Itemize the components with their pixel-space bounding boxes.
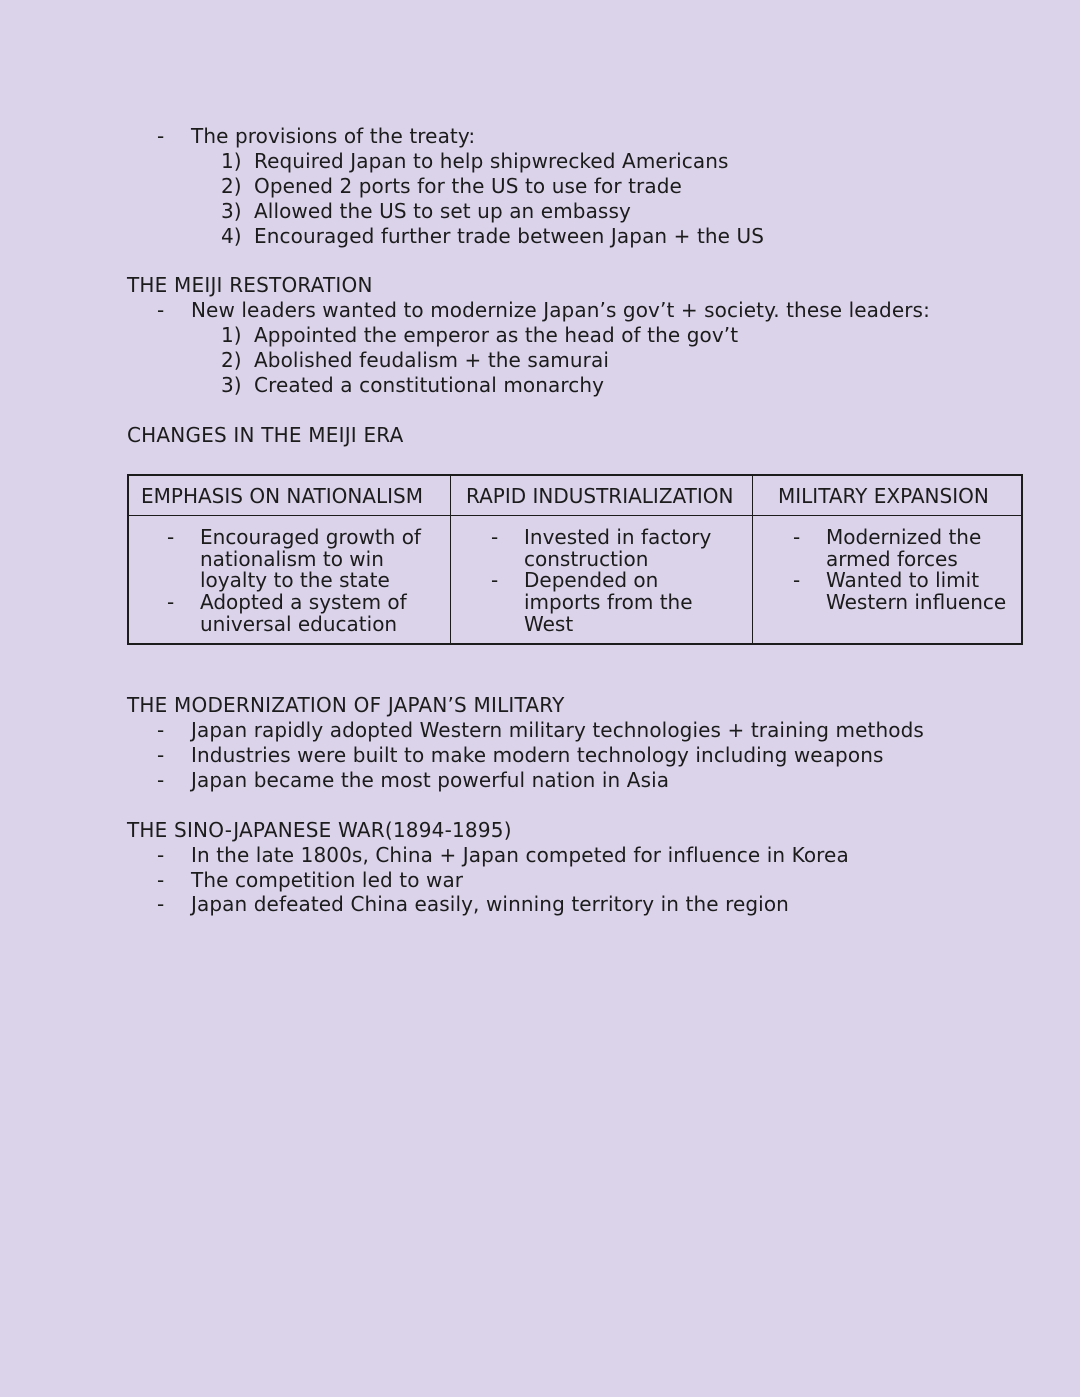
treaty-item-number: 3) — [221, 199, 242, 223]
meiji-item: Appointed the emperor as the head of the gov’t — [254, 323, 739, 347]
table-cell-line: West — [524, 611, 574, 636]
war-bullet: The competition led to war — [191, 868, 464, 892]
treaty-item: Encouraged further trade between Japan + the US — [254, 224, 765, 248]
table-cell-line: universal education — [200, 611, 398, 636]
bullet-dash: - — [157, 868, 165, 892]
military-bullet: Industries were built to make modern technology including weapons — [191, 743, 884, 767]
table-divider — [450, 476, 451, 643]
table-cell-line: Encouraged growth of — [200, 525, 421, 549]
treaty-item: Required Japan to help shipwrecked Americans — [254, 149, 729, 173]
table-divider — [129, 515, 1021, 516]
military-bullet: Japan became the most powerful nation in Asia — [191, 768, 670, 792]
meiji-item: Abolished feudalism + the samurai — [254, 348, 609, 372]
treaty-item: Allowed the US to set up an embassy — [254, 199, 631, 223]
meiji-item-number: 2) — [221, 348, 242, 372]
table-cell-line: Modernized the — [826, 525, 982, 549]
table-cell-line: Wanted to limit — [826, 568, 980, 592]
table-cell-line: Invested in factory — [524, 525, 712, 549]
bullet-dash: - — [167, 525, 175, 549]
war-bullet: Japan defeated China easily, winning territory in the region — [191, 892, 789, 916]
bullet-dash: - — [491, 568, 499, 592]
military-bullet: Japan rapidly adopted Western military technologies + training methods — [191, 718, 924, 742]
meiji-item-number: 1) — [221, 323, 242, 347]
bullet-dash: - — [157, 843, 165, 867]
sino-japanese-war-heading: THE SINO-JAPANESE WAR(1894-1895) — [127, 818, 512, 842]
table-cell-line: loyalty to the state — [200, 568, 390, 592]
treaty-item-number: 1) — [221, 149, 242, 173]
table-cell-line: nationalism to win — [200, 546, 384, 571]
meiji-item-number: 3) — [221, 373, 242, 397]
meiji-restoration-heading: THE MEIJI RESTORATION — [127, 273, 373, 297]
table-divider — [752, 476, 753, 643]
table-cell-line: Depended on — [524, 568, 659, 592]
bullet-dash: - — [157, 718, 165, 742]
bullet-dash: - — [157, 892, 165, 916]
bullet-dash: - — [793, 525, 801, 549]
military-heading: THE MODERNIZATION OF JAPAN’S MILITARY — [127, 693, 565, 717]
table-cell-line: construction — [524, 546, 649, 571]
treaty-intro: The provisions of the treaty: — [191, 124, 476, 148]
treaty-item-number: 2) — [221, 174, 242, 198]
changes-table — [127, 474, 1023, 645]
war-bullet: In the late 1800s, China + Japan competed for influence in Korea — [191, 843, 849, 867]
table-cell-line: Western influence — [826, 590, 1007, 614]
meiji-restoration-intro: New leaders wanted to modernize Japan’s gov’t + society. these leaders: — [191, 298, 930, 322]
table-cell-line: Adopted a system of — [200, 590, 407, 614]
table-cell-line: imports from the — [524, 590, 693, 614]
bullet-dash: - — [793, 568, 801, 592]
bullet-dash: - — [491, 525, 499, 549]
table-header-nationalism: EMPHASIS ON NATIONALISM — [141, 484, 423, 508]
table-header-industrialization: RAPID INDUSTRIALIZATION — [466, 484, 734, 508]
changes-heading: CHANGES IN THE MEIJI ERA — [127, 423, 404, 447]
bullet-dash: - — [157, 743, 165, 767]
bullet-dash: - — [157, 298, 165, 322]
treaty-item-number: 4) — [221, 224, 242, 248]
bullet-dash: - — [157, 124, 165, 148]
table-header-military: MILITARY EXPANSION — [778, 484, 989, 508]
treaty-item: Opened 2 ports for the US to use for trade — [254, 174, 682, 198]
bullet-dash: - — [157, 768, 165, 792]
table-cell-line: armed forces — [826, 546, 958, 571]
meiji-item: Created a constitutional monarchy — [254, 373, 605, 397]
bullet-dash: - — [167, 590, 175, 614]
